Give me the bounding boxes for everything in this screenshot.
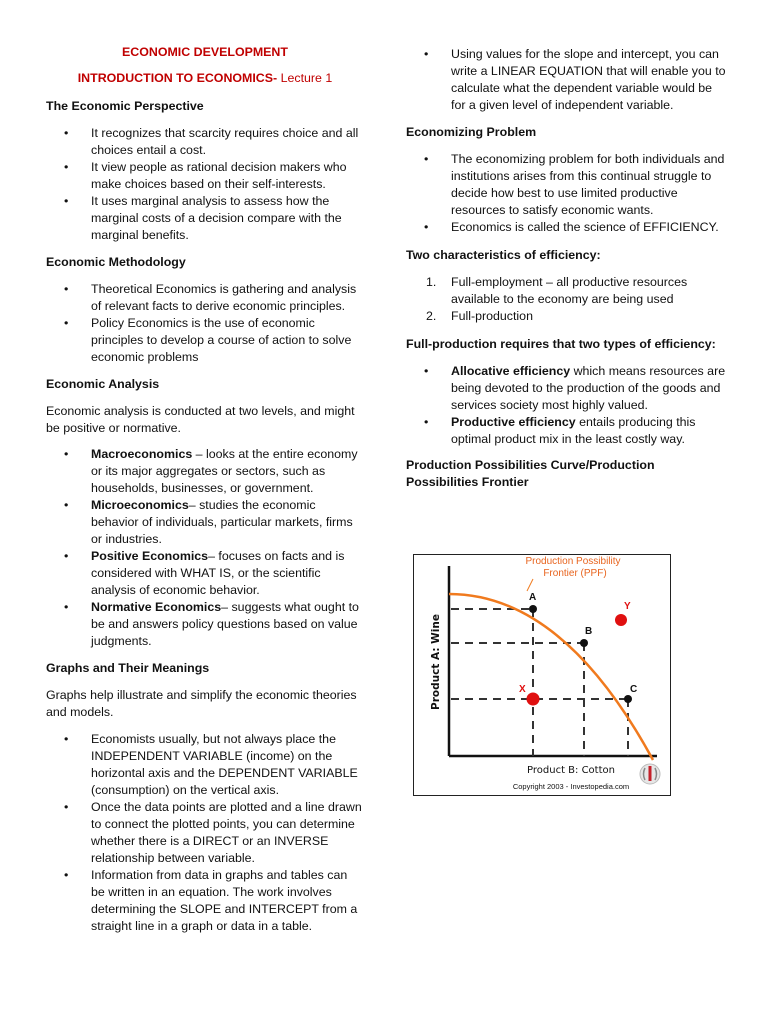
list-item	[406, 308, 728, 325]
term: Positive Economics	[91, 549, 209, 563]
list-item: • It uses marginal analysis to assess how the marginal costs of a decision compare with the marginal benefits.	[46, 193, 364, 244]
investopedia-logo-icon	[640, 764, 660, 784]
list-item	[46, 599, 364, 650]
point-x	[527, 693, 540, 706]
ppf-label-line2: Frontier (PPF)	[543, 568, 607, 579]
list-item: • Theoretical Economics is gathering and analysis of relevant facts to derive economic principles.	[46, 281, 364, 315]
label-a: A	[529, 592, 537, 603]
term: Allocative efficiency	[451, 364, 571, 378]
section-heading-full-production: Full-production requires that two types of efficiency:	[406, 337, 716, 351]
graphs-list	[46, 731, 364, 935]
list-item	[46, 497, 364, 548]
economic-perspective-list	[46, 125, 364, 244]
subtitle-lecture: Lecture 1	[280, 71, 333, 85]
list-item: • It recognizes that scarcity requires choice and all choices entail a cost.	[46, 125, 364, 159]
full-production-list	[406, 363, 728, 448]
point-b	[580, 639, 588, 647]
label-y: Y	[624, 601, 631, 612]
term: Normative Economics	[91, 600, 222, 614]
term-description: entails producing this optimal product mix in the least costly way.	[451, 415, 696, 446]
subtitle-main: INTRODUCTION TO ECONOMICS-	[77, 71, 278, 85]
list-item: • Information from data in graphs and tables can be written in an equation. The work involves determining the SLOPE and INTERCEPT from a straight line in a graph or data in a table.	[46, 867, 364, 935]
list-item: • It view people as rational decision makers who make choices based on their self-interests.	[46, 159, 364, 193]
economic-analysis-list	[46, 446, 364, 650]
x-axis-label: Product B: Cotton	[527, 765, 615, 776]
term-description: – focuses on facts and is considered with WHAT IS, or the scientific analysis of economic behavior.	[91, 549, 345, 597]
list-item: • Economics is called the science of EFFICIENCY.	[406, 219, 728, 236]
term: Microeconomics	[91, 498, 189, 512]
point-c	[624, 695, 632, 703]
term: Macroeconomics	[91, 447, 193, 461]
graphs-intro: Graphs help illustrate and simplify the economic theories and models.	[46, 688, 357, 719]
section-heading-efficiency: Two characteristics of efficiency:	[406, 248, 601, 262]
lecture-subtitle	[46, 70, 364, 87]
term-description: – suggests what ought to be and answers policy questions based on value judgments.	[91, 600, 359, 648]
copyright-text: Copyright 2003 - Investopedia.com	[512, 782, 630, 791]
list-text: Full-production	[451, 309, 533, 323]
section-heading-economic-analysis: Economic Analysis	[46, 377, 160, 391]
list-number: 1.	[426, 275, 437, 289]
efficiency-list	[406, 274, 728, 325]
list-item	[406, 274, 728, 308]
list-item	[46, 446, 364, 497]
figure-border	[414, 555, 671, 796]
ppf-diagram	[413, 554, 671, 796]
list-item	[406, 363, 728, 414]
term-description: – looks at the entire economy or its major aggregates or sectors, such as households, businesses, or government.	[91, 447, 358, 495]
point-y	[615, 614, 627, 626]
list-item: • Economists usually, but not always place the INDEPENDENT VARIABLE (income) on the horizontal axis and the DEPENDENT VARIABLE (consumption) on the vertical axis.	[46, 731, 364, 799]
list-item	[46, 548, 364, 599]
left-column	[46, 44, 364, 935]
label-c: C	[630, 684, 638, 695]
label-b: B	[585, 626, 593, 637]
linear-equation-list	[406, 46, 728, 114]
label-x: X	[519, 684, 526, 695]
list-item	[406, 414, 728, 448]
point-a	[529, 605, 537, 613]
y-axis-label: Product A: Wine	[430, 614, 442, 710]
economic-methodology-list	[46, 281, 364, 366]
list-number: 2.	[426, 309, 437, 323]
list-item: • Using values for the slope and intercept, you can write a LINEAR EQUATION that will enable you to calculate what the dependent variable would be for a given level of independent variable.	[406, 46, 728, 114]
economic-analysis-intro: Economic analysis is conducted at two levels, and might be positive or normative.	[46, 404, 355, 435]
document-title: ECONOMIC DEVELOPMENT	[122, 45, 288, 59]
section-heading-economizing-problem: Economizing Problem	[406, 125, 537, 139]
section-heading-graphs: Graphs and Their Meanings	[46, 661, 210, 675]
ppf-label-line1: Production Possibility	[525, 556, 621, 567]
term-description: which means resources are being devoted to the production of the goods and services society most highly valued.	[451, 364, 726, 412]
list-item: • The economizing problem for both individuals and institutions arises from this continual struggle to decide how best to use limited productive resources to satisfy economic wants.	[406, 151, 728, 219]
right-column	[406, 46, 728, 491]
term: Productive efficiency	[451, 415, 576, 429]
section-heading-economic-methodology: Economic Methodology	[46, 255, 186, 269]
economizing-problem-list	[406, 151, 728, 236]
term-description: – studies the economic behavior of individuals, particular markets, firms or industries.	[91, 498, 353, 546]
section-heading-ppf: Production Possibilities Curve/Production Possibilities Frontier	[406, 458, 655, 489]
list-item: • Once the data points are plotted and a line drawn to connect the plotted points, you can determine whether there is a DIRECT or an INVERSE relationship between variable.	[46, 799, 364, 867]
list-item: • Policy Economics is the use of economic principles to develop a course of action to solve economic problems	[46, 315, 364, 366]
list-text: Full-employment – all productive resources available to the economy are being used	[451, 275, 688, 306]
section-heading-economic-perspective: The Economic Perspective	[46, 99, 204, 113]
